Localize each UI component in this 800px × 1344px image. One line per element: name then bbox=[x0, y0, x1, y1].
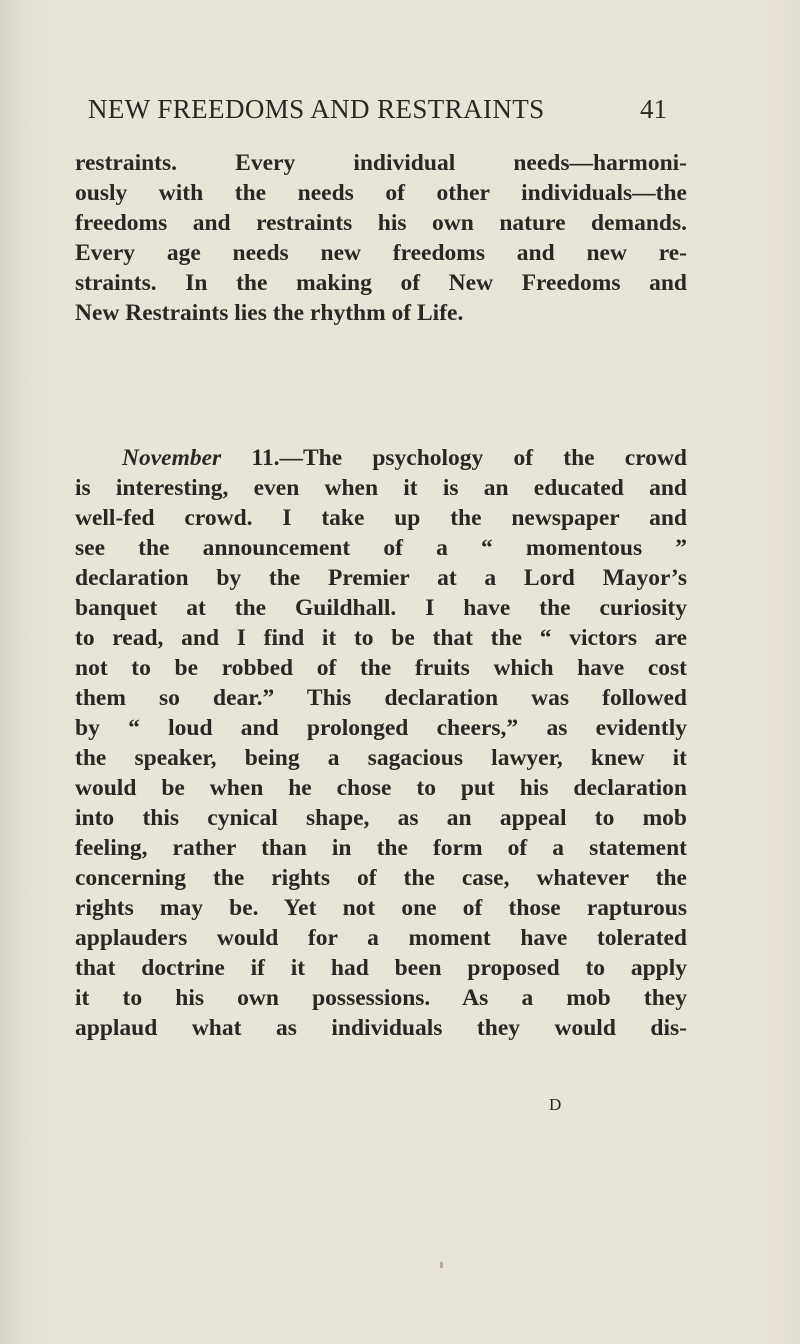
text-line: Every age needs new freedoms and new re- bbox=[75, 240, 687, 266]
text-line: New Restraints lies the rhythm of Life. bbox=[75, 300, 464, 326]
paragraph-1 bbox=[75, 148, 687, 328]
text-line: see the announcement of a “ momentous ” bbox=[75, 535, 687, 561]
paper-speck bbox=[440, 1262, 443, 1268]
entry-date: November bbox=[122, 445, 222, 471]
text-line: that doctrine if it had been proposed to apply bbox=[75, 955, 687, 981]
text-line: straints. In the making of New Freedoms and bbox=[75, 270, 687, 296]
text-line: the speaker, being a sagacious lawyer, knew it bbox=[75, 745, 687, 771]
running-head-title: NEW FREEDOMS AND RESTRAINTS bbox=[88, 94, 545, 124]
text-line: applauders would for a moment have tolerated bbox=[75, 925, 687, 951]
text-line: well-fed crowd. I take up the newspaper and bbox=[75, 505, 687, 531]
text-line-rest: 11.—The psychology of the crowd bbox=[221, 445, 687, 471]
text-line: declaration by the Premier at a Lord Mayor’s bbox=[75, 565, 687, 591]
text-line: it to his own possessions. As a mob they bbox=[75, 985, 687, 1011]
page-number: 41 bbox=[640, 94, 667, 124]
text-line: is interesting, even when it is an educated and bbox=[75, 475, 687, 501]
paragraph-2 bbox=[75, 443, 687, 1043]
text-line: by “ loud and prolonged cheers,” as evidently bbox=[75, 715, 687, 741]
text-line: freedoms and restraints his own nature demands. bbox=[75, 210, 687, 236]
text-line: banquet at the Guildhall. I have the curiosity bbox=[75, 595, 687, 621]
text-line: them so dear.” This declaration was followed bbox=[75, 685, 687, 711]
text-line: applaud what as individuals they would dis- bbox=[75, 1015, 687, 1041]
text-line: would be when he chose to put his declaration bbox=[75, 775, 687, 801]
text-line: rights may be. Yet not one of those rapturous bbox=[75, 895, 687, 921]
text-line: to read, and I find it to be that the “ victors are bbox=[75, 625, 687, 651]
text-line: not to be robbed of the fruits which have cost bbox=[75, 655, 687, 681]
text-line: concerning the rights of the case, whatever the bbox=[75, 865, 687, 891]
text-line-first bbox=[75, 443, 687, 473]
signature-mark: D bbox=[549, 1095, 562, 1114]
text-line: feeling, rather than in the form of a statement bbox=[75, 835, 687, 861]
text-line: into this cynical shape, as an appeal to mob bbox=[75, 805, 687, 831]
text-line: ously with the needs of other individuals—the bbox=[75, 180, 687, 206]
text-line: restraints. Every individual needs—harmoni- bbox=[75, 150, 687, 176]
